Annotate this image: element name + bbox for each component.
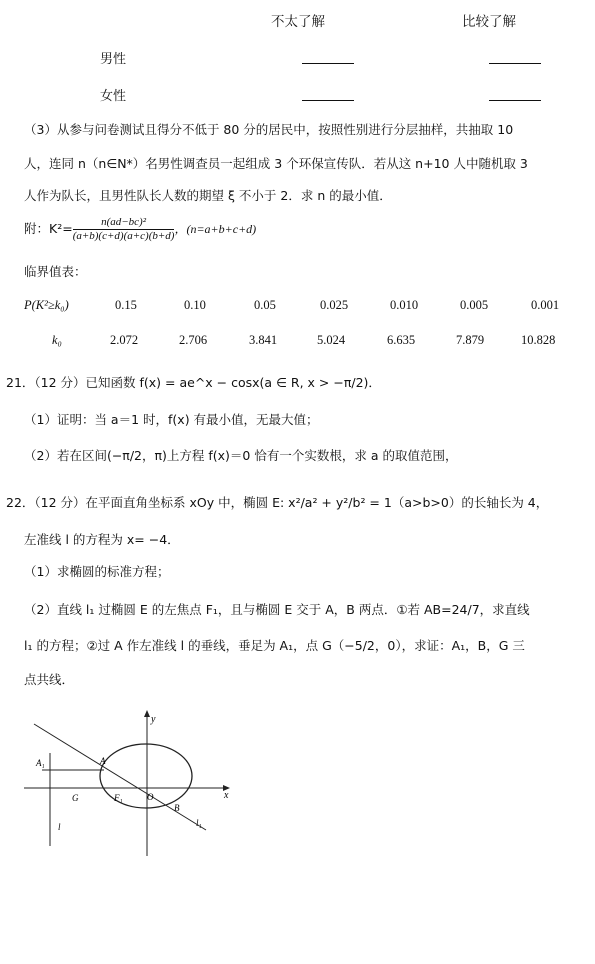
q22-part2-line1: （2）直线 l₁ 过椭圆 E 的左焦点 F₁，且与椭圆 E 交于 A，B 两点．①若 AB=24/7，求直线 [24,602,530,617]
label-G: G [72,793,79,803]
label-l: l [58,822,61,832]
line-l1 [34,724,206,830]
y-axis-arrow [144,710,150,717]
q22-stem-directrix: 左准线 l 的方程为 x= −4． [24,532,180,547]
blank-female-2 [489,88,541,105]
table-cell: 3.841 [249,333,278,347]
row-label-p: P(K²≥k₀) [24,298,69,312]
col-header-not-familiar: 不太了解 [271,14,325,30]
label-A: A [100,756,106,766]
table-cell: 0.05 [254,298,276,312]
critical-table-title: 临界值表： [24,264,87,279]
q20-part3-line2: 人，连同 n（n∈N*）名男性调查员一起组成 3 个环保宣传队．若从这 n+10 人中随机取 3 [24,156,528,171]
appendix-label: 附：K²= [24,221,73,236]
row-label-k0: k₀ [52,333,62,347]
ellipse-figure [20,708,240,858]
critical-row-k0 [24,333,584,353]
critical-row-probability [24,298,584,318]
q20-part3-line3: 人作为队长，且男性队长人数的期望 ξ 不小于 2．求 n 的最小值． [24,188,392,203]
table-cell: 0.15 [115,298,137,312]
row-label-male: 男性 [100,52,127,67]
k2-numerator: n(ad−bc)² [73,216,175,230]
blank-male-2 [489,51,541,68]
table-cell: 0.005 [460,298,489,312]
blank-female-1 [302,88,354,105]
q21-part2: （2）若在区间(−π/2，π)上方程 f(x)＝0 恰有一个实数根，求 a 的取值范围， [24,448,458,463]
q20-part3-line1: （3）从参与问卷测试且得分不低于 80 分的居民中，按照性别进行分层抽样，共抽取 10 [24,122,514,137]
row-label-female: 女性 [100,89,127,104]
q21-stem: 21．（12 分）已知函数 f(x) = ae^x − cosx(a ∈ R, x > −π/2)． [6,375,381,390]
table-cell: 7.879 [456,333,485,347]
label-O: O [147,792,154,802]
k2-denominator: (a+b)(c+d)(a+c)(b+d) [72,230,175,242]
table-cell: 0.10 [184,298,206,312]
label-l1: l₁ [196,818,202,828]
table-cell: 10.828 [521,333,556,347]
q21-part1: （1）证明：当 a＝1 时，f(x) 有最小值，无最大值； [24,412,319,427]
table-cell: 2.072 [110,333,139,347]
q22-stem: 22．（12 分）在平面直角坐标系 xOy 中，椭圆 E: x²/a² + y²/b² = 1（a>b>0）的长轴长为 4， [6,495,549,510]
appendix-suffix: ，(n=a+b+c+d) [174,222,257,236]
label-x: x [224,790,229,801]
table-cell: 2.706 [179,333,208,347]
label-y: y [151,714,156,725]
k2-fraction [73,216,175,243]
table-cell: 0.001 [531,298,560,312]
label-F1: F₁ [114,793,123,803]
q22-part1: （1）求椭圆的标准方程； [24,564,170,579]
table-cell: 6.635 [387,333,416,347]
table-cell: 5.024 [317,333,346,347]
q22-part2-line3: 点共线． [24,672,75,687]
table-cell: 0.025 [320,298,349,312]
label-B: B [174,803,180,813]
col-header-familiar: 比较了解 [462,14,516,30]
label-A1: A₁ [36,758,45,768]
q22-part2-line2: l₁ 的方程；②过 A 作左准线 l 的垂线，垂足为 A₁，点 G（−5/2，0），求证：A₁，B，G 三 [24,638,525,653]
blank-male-1 [302,51,354,68]
appendix-formula [24,216,256,243]
table-cell: 0.010 [390,298,419,312]
